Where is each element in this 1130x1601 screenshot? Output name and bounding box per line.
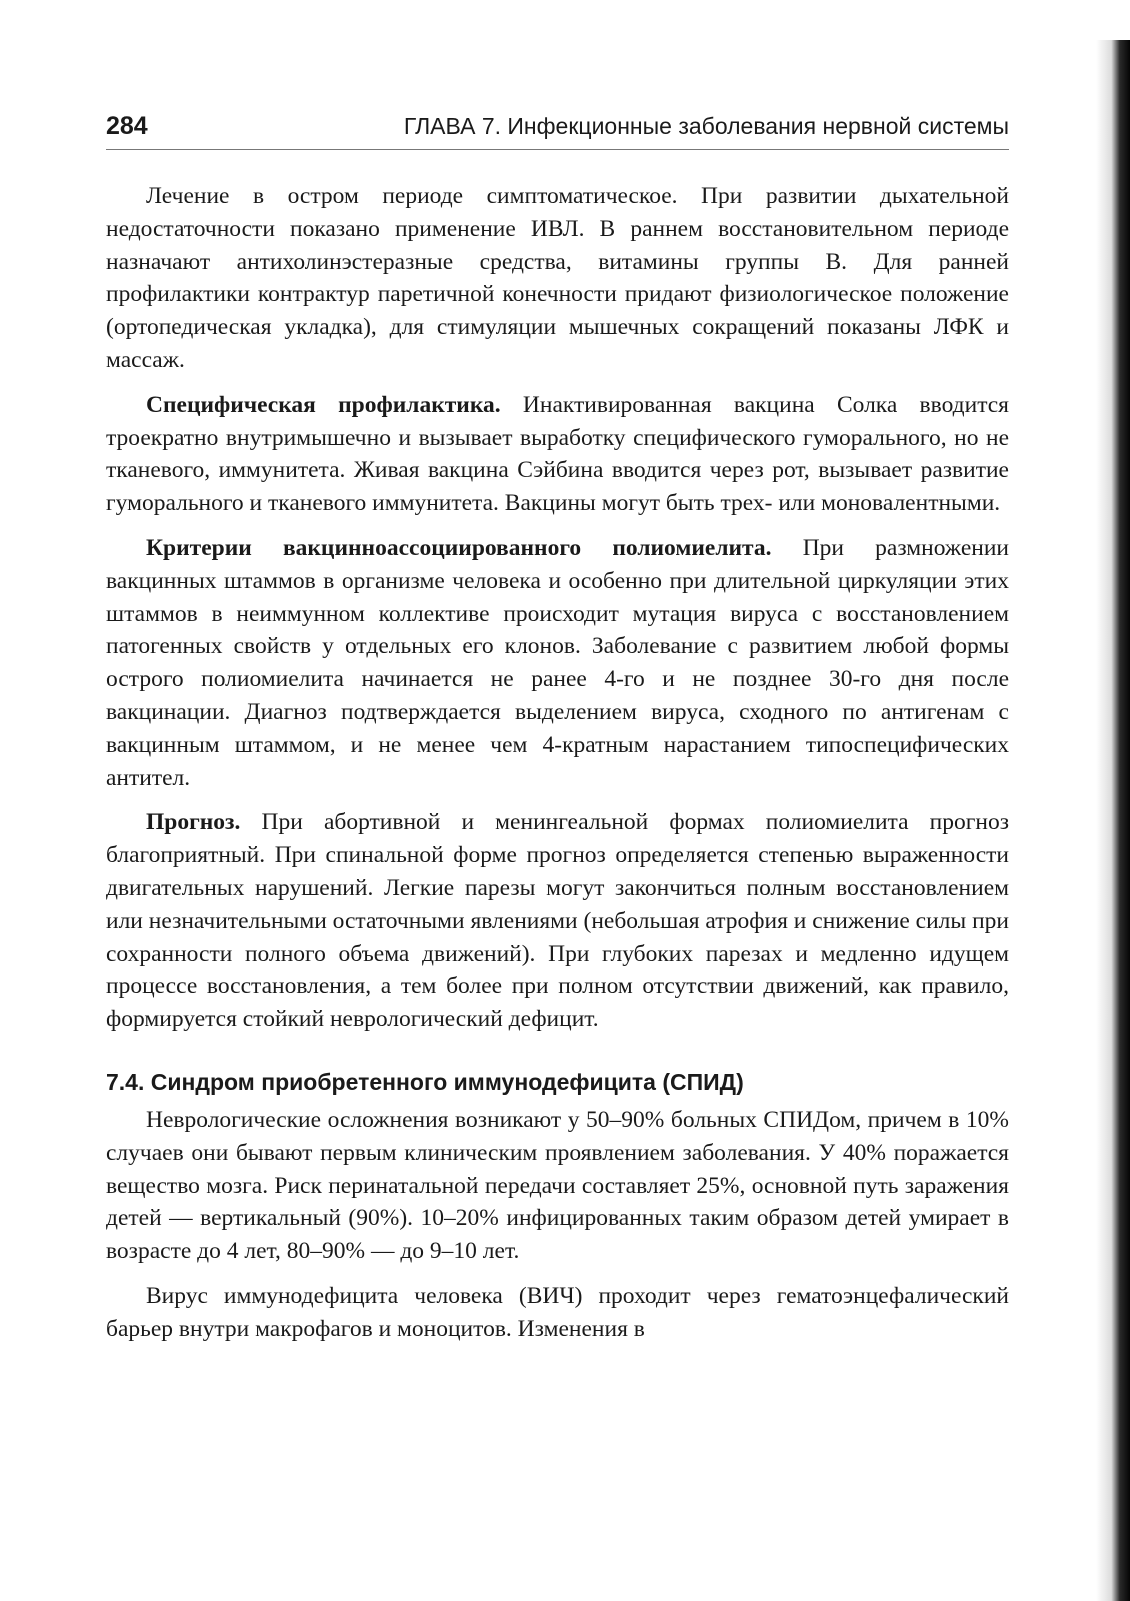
paragraph-lead: Прогноз. (146, 809, 241, 836)
paragraph-prophylaxis (106, 389, 1009, 520)
paragraph-text: Инактивированная вакцина Солка вводится троекратно внутримышечно и вызывает выработку специфического гуморального, но не тканевого, иммунитета. Живая вакцина Сэйбина вводится через рот, вызывает развитие гуморального и тканевого иммунитета. Вакцины могут быть трех- или моновалентными. (106, 391, 1009, 517)
section-paragraph: Неврологические осложнения возникают у 50–90% больных СПИДом, причем в 10% случаев они бывают первым клиническим проявлением заболевания. У 40% поражается вещество мозга. Риск перинатальной передачи составляет 25%, основной путь заражения детей — вертикальный (90%). 10–20% инфицированных таким образом детей умирает в возрасте до 4 лет, 80–90% — до 9–10 лет. (106, 1106, 1009, 1265)
paragraph-prognosis (106, 806, 1009, 1036)
scan-edge-shadow (1096, 40, 1130, 1601)
section-heading: 7.4. Синдром приобретенного иммунодефицита (СПИД) (106, 1068, 744, 1095)
paragraph-text: Лечение в остром периоде симптоматическое. При развитии дыхательной недостаточности показано применение ИВЛ. В раннем восстановительном периоде назначают антихолинэстеразные средства, витамины группы В. Для ранней профилактики контрактур паретичной конечности придают физиологическое положение (ортопедическая укладка), для стимуляции мышечных сокращений показаны ЛФК и массаж. (106, 183, 1009, 373)
paragraph-vaccine-criteria (106, 532, 1009, 794)
section-paragraph: Вирус иммунодефицита человека (ВИЧ) проходит через гематоэнцефалический барьер внутри макрофагов и моноцитов. Изменения в (106, 1282, 1009, 1342)
book-page (106, 112, 1009, 1358)
paragraph-lead: Специфическая профилактика. (146, 391, 501, 418)
paragraph-lead: Критерии вакцинноассоциированного полиомиелита. (146, 534, 772, 561)
page-header (106, 112, 1009, 150)
running-title: ГЛАВА 7. Инфекционные заболевания нервной системы (403, 113, 1009, 139)
paragraph-text: При абортивной и менингеальной формах полиомиелита прогноз благоприятный. При спинальной форме прогноз определяется степенью выраженности двигательных нарушений. Легкие парезы могут закончиться полным восстановлением или незначительными остаточными явлениями (небольшая атрофия и снижение силы при сохранности полного объема движений). При глубоких парезах и медленно идущем процессе восстановления, а тем более при полном отсутствии движений, как правило, формируется стойкий неврологический дефицит. (106, 809, 1009, 1033)
paragraph-treatment (106, 180, 1009, 377)
page-number: 284 (106, 112, 148, 140)
paragraph-text: При размножении вакцинных штаммов в организме человека и особенно при длительной циркуляции этих штаммов в неиммунном коллективе происходит мутация вируса с восстановлением патогенных свойств у отдельных его клонов. Заболевание с развитием любой формы острого полиомиелита начинается не ранее 4-го и не позднее 30-го дня после вакцинации. Диагноз подтверждается выделением вируса, сходного по антигенам с вакцинным штаммом, и не менее чем 4-кратным нарастанием типоспецифических антител. (106, 534, 1009, 791)
